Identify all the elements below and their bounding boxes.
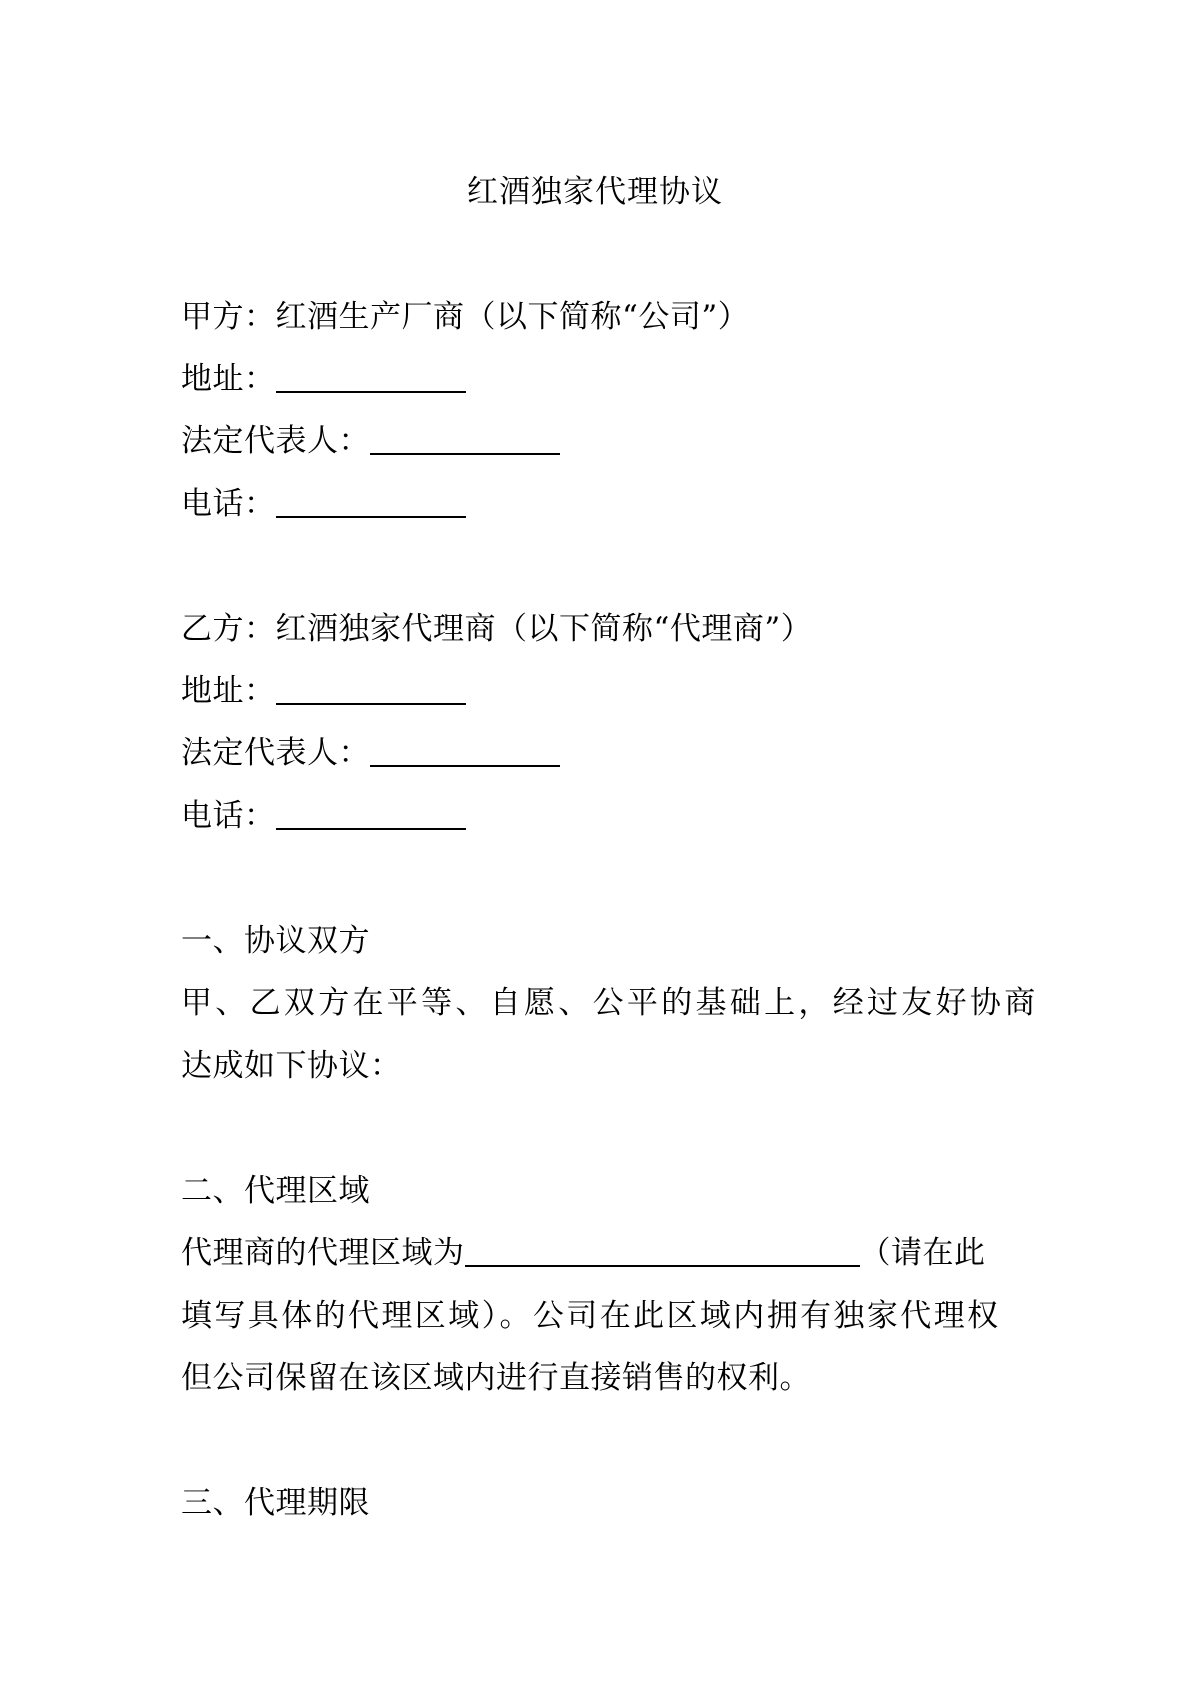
party-b-heading: 乙方：红酒独家代理商（以下简称“代理商”） (181, 611, 813, 647)
party-a-address-label: 地址： (181, 361, 276, 397)
party-b-phone-blank (276, 798, 466, 830)
party-a-phone (181, 484, 466, 524)
section2-line1-prefix: 代理商的代理区域为 (181, 1235, 465, 1271)
party-a-heading: 甲方：红酒生产厂商（以下简称“公司”） (181, 299, 750, 335)
section1-line2: 达成如下协议： (181, 1048, 402, 1084)
party-a-phone-blank (276, 486, 466, 518)
section1-line1: 甲、乙双方在平等、自愿、公平的基础上，经过友好协商 (181, 985, 1039, 1021)
document-title: 红酒独家代理协议 (467, 174, 723, 210)
party-b-phone-label: 电话： (181, 798, 276, 834)
section2-line1-suffix: （请在此 (859, 1235, 986, 1271)
party-a-rep-label: 法定代表人： (181, 423, 370, 459)
section2-line3: 但公司保留在该区域内进行直接销售的权利。 (181, 1360, 811, 1396)
party-b-address-blank (276, 673, 466, 705)
party-a-address-blank (276, 361, 466, 393)
party-a-rep (181, 421, 560, 461)
party-b-rep-blank (370, 735, 560, 767)
party-b-rep-label: 法定代表人： (181, 735, 370, 771)
party-a-address (181, 359, 466, 399)
party-a-phone-label: 电话： (181, 486, 276, 522)
section1-heading: 一、协议双方 (181, 923, 370, 959)
region-blank (465, 1235, 860, 1267)
section2-line1 (181, 1233, 986, 1273)
section2-heading: 二、代理区域 (181, 1173, 370, 1209)
party-b-address (181, 671, 466, 711)
section2-line2: 填写具体的代理区域）。公司在此区域内拥有独家代理权 (181, 1298, 1001, 1334)
party-b-address-label: 地址： (181, 673, 276, 709)
party-b-phone (181, 796, 466, 836)
party-b-rep (181, 733, 560, 773)
section3-heading: 三、代理期限 (181, 1485, 370, 1521)
party-a-rep-blank (370, 423, 560, 455)
